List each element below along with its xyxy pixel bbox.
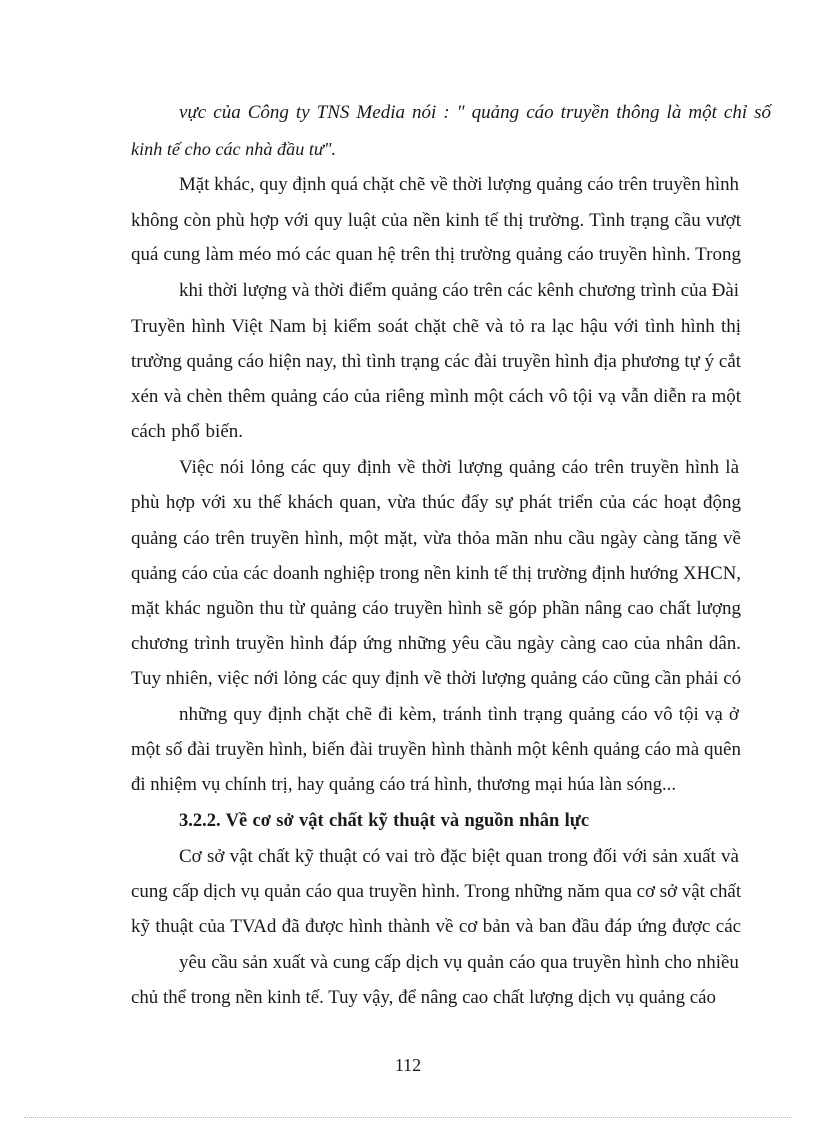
- paragraph-line: phù hợp với xu thế khách quan, vừa thúc đẩy sự phát triển của các hoạt động: [131, 492, 742, 513]
- paragraph-line: đi nhiệm vụ chính trị, hay quảng cáo trá hình, thương mại húa làn sóng...: [131, 774, 676, 795]
- paragraph-line: mặt khác nguồn thu từ quảng cáo truyền hình sẽ góp phần nâng cao chất lượng: [131, 598, 742, 619]
- paragraph-line: trường quảng cáo hiện nay, thì tình trạng các đài truyền hình địa phương tự ý cắt: [131, 351, 741, 372]
- paragraph-line: khi thời lượng và thời điểm quảng cáo trên các kênh chương trình của Đài: [179, 280, 739, 301]
- paragraph-line: Việc nói lỏng các quy định về thời lượng quảng cáo trên truyền hình là: [179, 457, 740, 478]
- paragraph-line: không còn phù hợp với quy luật của nền kinh tế thị trường. Tình trạng cầu vượt: [131, 210, 741, 231]
- paragraph-line: những quy định chặt chẽ đi kèm, tránh tình trạng quảng cáo vô tội vạ ở: [179, 704, 739, 725]
- paragraph-line: một số đài truyền hình, biến đài truyền hình thành một kênh quảng cáo mà quên: [131, 739, 741, 760]
- paragraph-line: kỹ thuật của TVAd đã được hình thành về cơ bản và ban đầu đáp ứng được các: [131, 916, 742, 937]
- paragraph-line: cách phổ biến.: [131, 421, 244, 442]
- paragraph-line: chương trình truyền hình đáp ứng những yêu cầu ngày càng cao của nhân dân.: [131, 633, 742, 654]
- paragraph-line: vực của Công ty TNS Media nói : " quảng cáo truyền thông là một chỉ số: [179, 102, 772, 123]
- paragraph-line: Mặt khác, quy định quá chặt chẽ về thời lượng quảng cáo trên truyền hình: [179, 174, 739, 195]
- paragraph-line: yêu cầu sản xuất và cung cấp dịch vụ quản cáo qua truyền hình cho nhiều: [179, 952, 739, 973]
- paragraph-line: cung cấp dịch vụ quản cáo qua truyền hình. Trong những năm qua cơ sở vật chất: [131, 881, 742, 902]
- paragraph-line: Tuy nhiên, việc nới lỏng các quy định về thời lượng quảng cáo cũng cần phải có: [131, 668, 742, 689]
- paragraph-line: quảng cáo trên truyền hình, một mặt, vừa thỏa mãn nhu cầu ngày càng tăng về: [131, 528, 741, 549]
- paragraph-line: kinh tế cho các nhà đầu tư".: [131, 139, 336, 159]
- section-heading: 3.2.2. Về cơ sở vật chất kỹ thuật và nguồn nhân lực: [179, 811, 590, 831]
- paragraph-line: quảng cáo của các doanh nghiệp trong nền kinh tế thị trường định hướng XHCN,: [131, 563, 741, 584]
- page-number: 112: [394, 1055, 422, 1075]
- paragraph-line: xén và chèn thêm quảng cáo của riêng mình một cách vô tội vạ vẫn diễn ra một: [131, 386, 742, 407]
- paragraph-line: quá cung làm méo mó các quan hệ trên thị trường quảng cáo truyền hình. Trong: [131, 244, 741, 265]
- paragraph-line: chủ thể trong nền kinh tế. Tuy vậy, để nâng cao chất lượng dịch vụ quảng cáo: [131, 987, 716, 1008]
- paragraph-line: Truyền hình Việt Nam bị kiểm soát chặt chẽ và tỏ ra lạc hậu với tình hình thị: [131, 316, 742, 337]
- page-bottom-divider: [24, 1117, 792, 1118]
- paragraph-line: Cơ sở vật chất kỹ thuật có vai trò đặc biệt quan trong đối với sản xuất và: [179, 846, 739, 867]
